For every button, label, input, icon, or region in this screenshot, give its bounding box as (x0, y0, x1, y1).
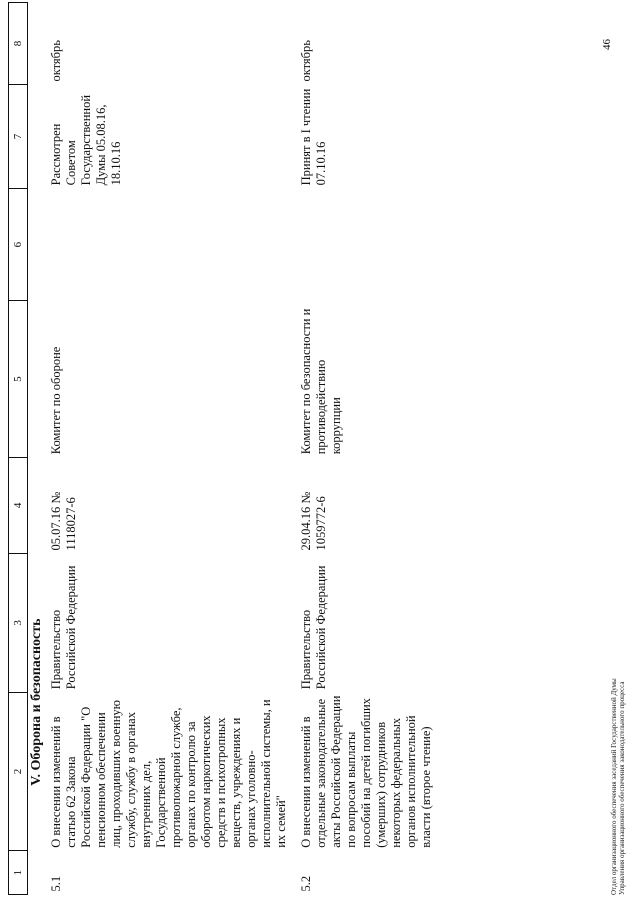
table-row (45, 3, 295, 895)
bill-date-number: 05.07.16 № 1118027-6 (49, 491, 78, 551)
footer-line-1: Отдел организационного обеспечения заседаний Государственной Думы (610, 678, 618, 895)
bill-title: О внесении изменений в статью 62 Закона Российской Федерации "О пенсионном обеспечении лиц, проходивших военную службу, службу в органах внутренних дел, Государственной противопожарной службе, органах по контролю за оборотом наркотических средств и психотропных веществ, учреждениях и органах уголовно-исполнительной системы, и их семей" (49, 699, 288, 848)
column-number: 5 (9, 301, 28, 457)
page-number: 46 (601, 39, 613, 50)
row-number: 5.1 (49, 875, 63, 892)
bill-title: О внесении изменений в отдельные законодательные акты Российской Федерации по вопросам выплаты пособий на детей погибших (умерших) сотрудников некоторых федеральных органов исполнительной власти (второе чтение) (299, 695, 433, 848)
planned-month: октябрь (299, 40, 313, 82)
planned-month: октябрь (49, 40, 63, 82)
column-number: 1 (9, 851, 28, 895)
bill-initiator: Правительство Российской Федерации (299, 565, 328, 690)
column-number-row (9, 3, 28, 895)
table-container (8, 2, 440, 895)
table-row (295, 3, 440, 895)
column-number: 6 (9, 188, 28, 301)
footer-line-2: Управления организационного обеспечения законодательного процесса (618, 681, 626, 895)
row-number: 5.2 (299, 875, 313, 892)
column-number: 4 (9, 457, 28, 553)
bill-status: Рассмотрен Советом Государственной Думы 05.08.16, 18.10.16 (49, 94, 123, 186)
bill-date-number: 29.04.16 № 1059772-6 (299, 491, 328, 551)
column-number: 2 (9, 692, 28, 851)
column-6-cell (45, 188, 295, 301)
column-number: 7 (9, 85, 28, 189)
page-footer (610, 495, 626, 895)
bill-status: Принят в I чтении 07.10.16 (299, 88, 328, 186)
column-number: 3 (9, 553, 28, 692)
section-title: V. Оборона и безопасность (29, 618, 44, 786)
section-row (28, 3, 46, 895)
bill-initiator: Правительство Российской Федерации (49, 565, 78, 690)
column-number: 8 (9, 3, 28, 85)
responsible-committee: Комитет по обороне (49, 346, 63, 455)
plan-table (8, 2, 440, 895)
responsible-committee: Комитет по безопасности и противодействию коррупции (299, 308, 343, 455)
column-6-cell (295, 188, 440, 301)
